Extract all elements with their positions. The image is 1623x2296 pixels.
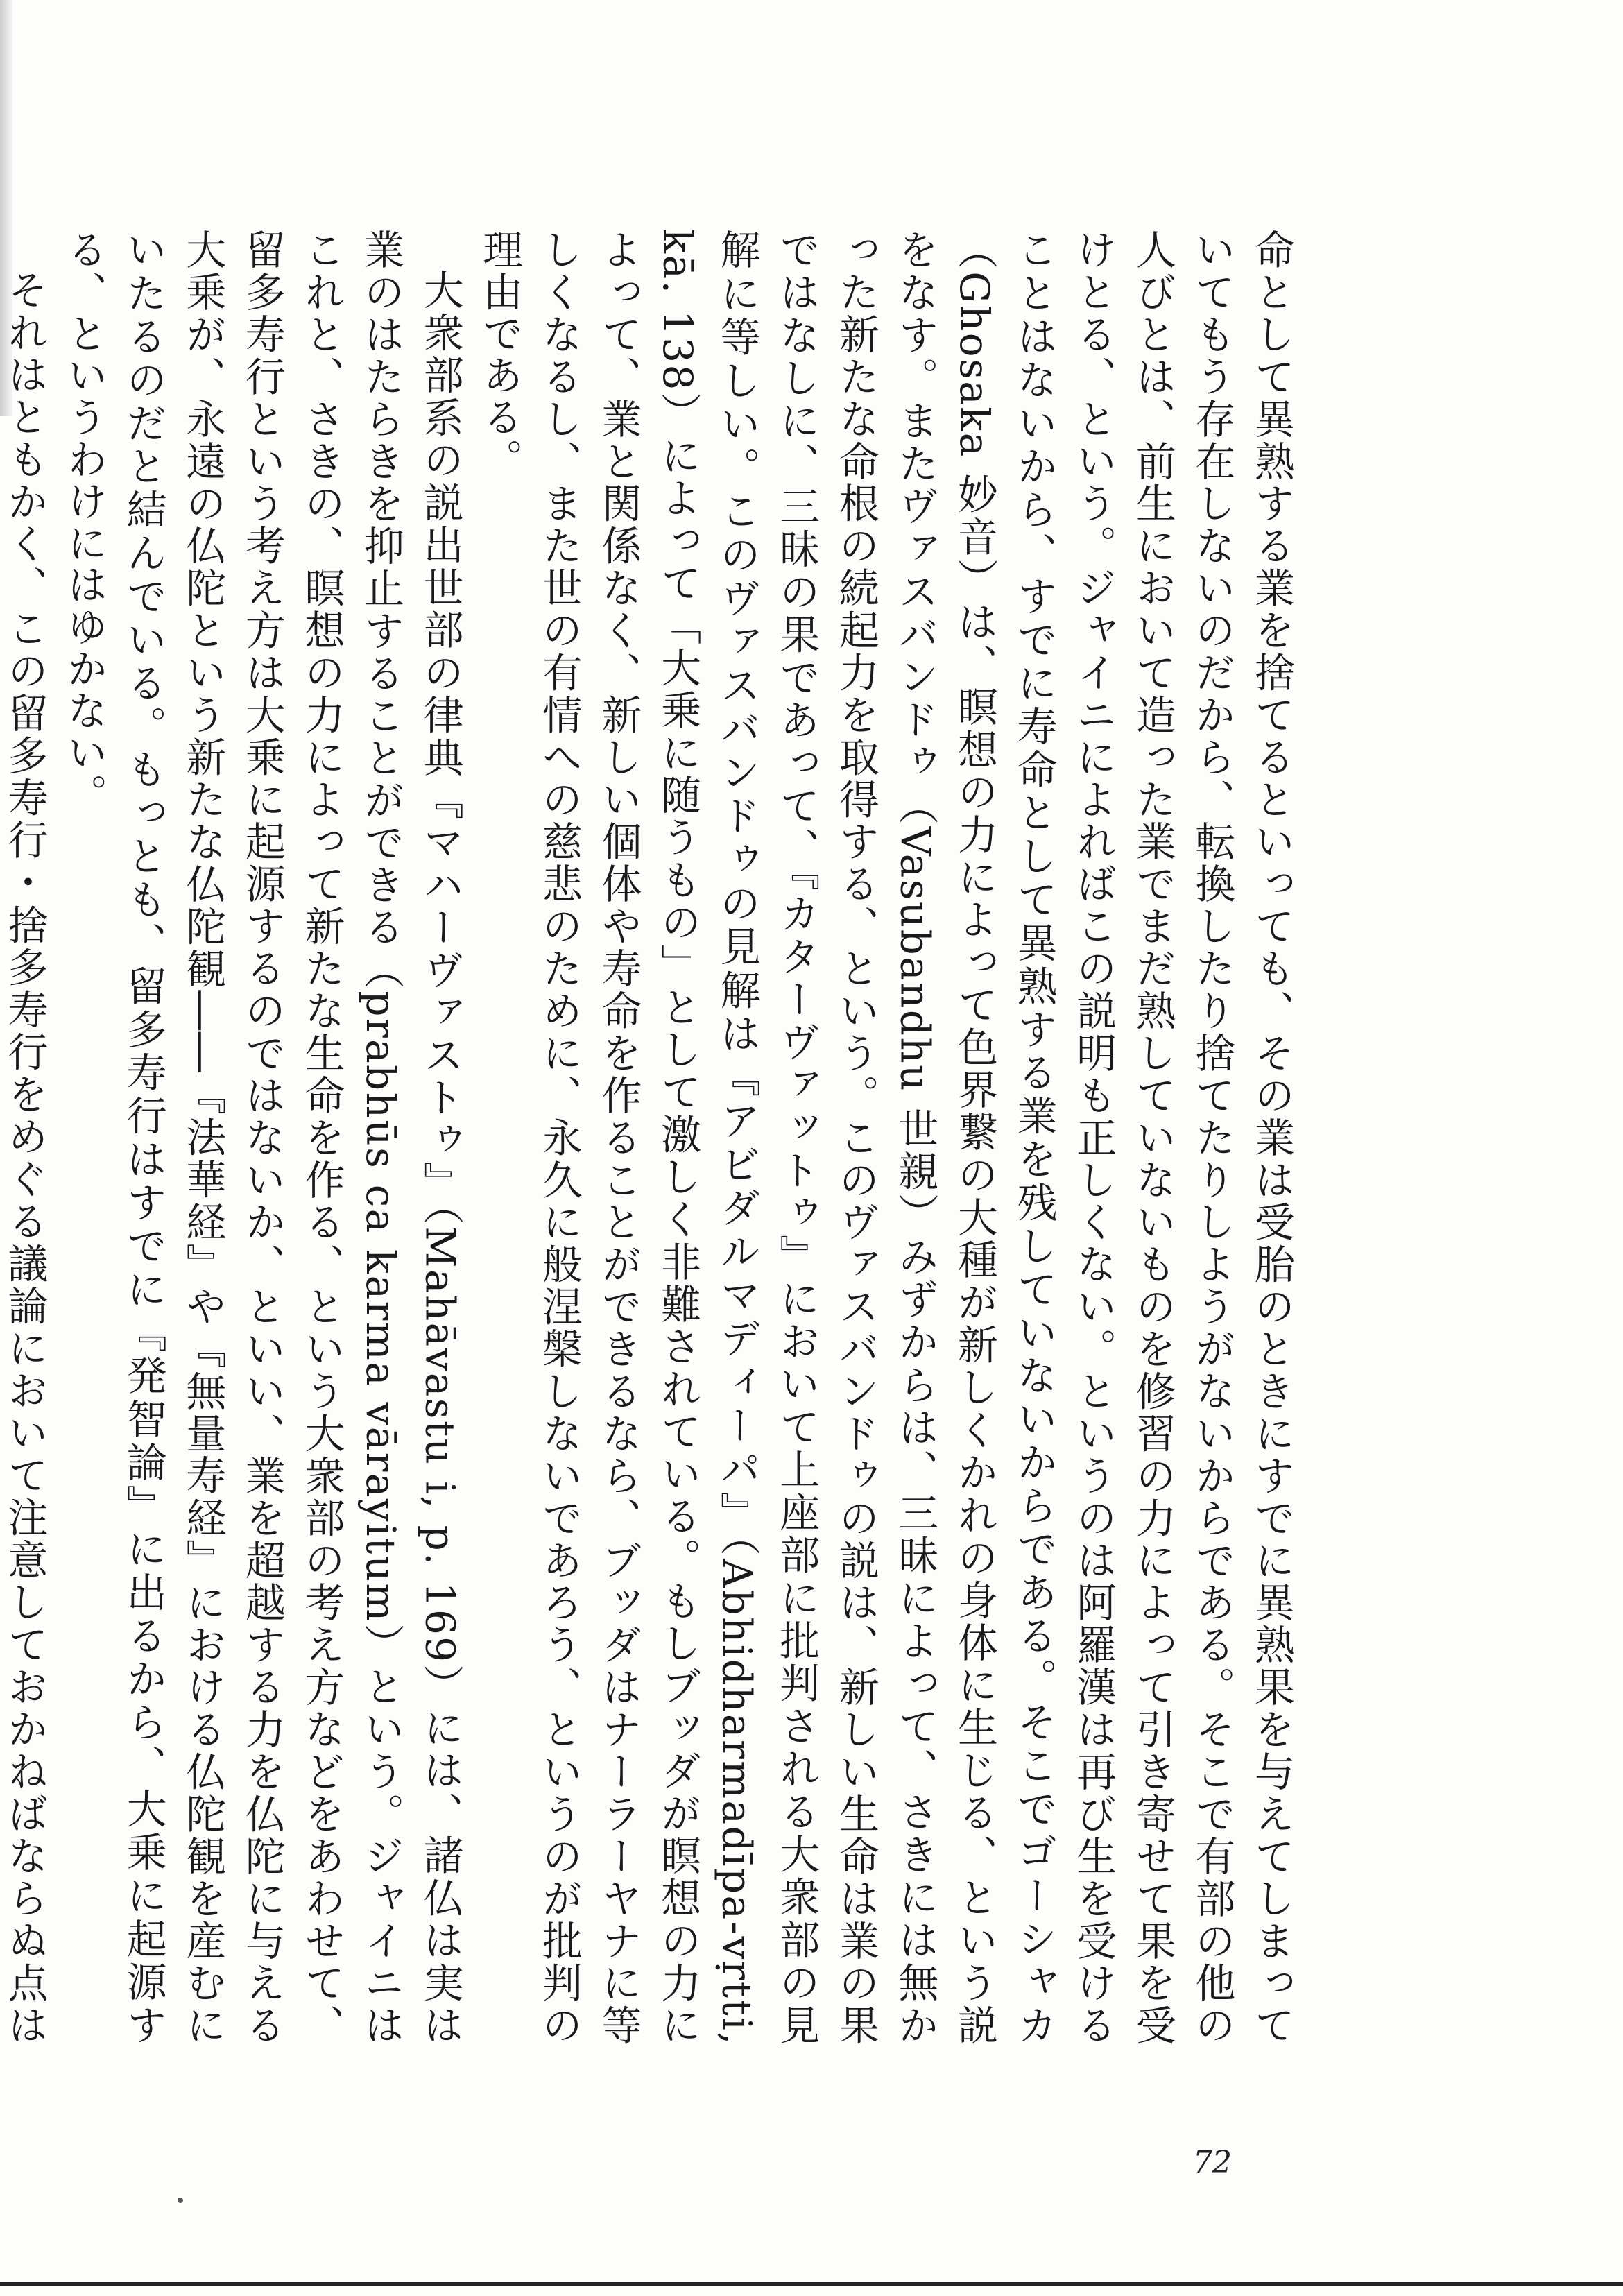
page-number: 72 (1193, 2145, 1232, 2180)
paragraph-3: それはともかく、この留多寿行・捨多寿行をめぐる議論において注意しておかねばならぬ点は (1, 269, 49, 2046)
scan-speck (178, 2198, 183, 2203)
paragraph-2: 大衆部系の説出世部の律典『マハーヴァストゥ』（Mahāvastu i, p. 169）には、諸仏は実は業のはたらきを抑止することができる（prabhūs ca karma vārayitum）という。ジャイニはこれと、さきの、瞑想の力によって新たな生命を作る、という大衆部の考え方などをあわせて、留多寿行という考え方は大乗に起源するのではないか、といい、業を超越する力を仏陀に与える大乗が、永遠の仏陀という新たな仏陀観――『法華経』や『無量寿経』における仏陀観を産むにいたるのだと結んでいる。もっとも、留多寿行はすでに『発智論』に出るから、大乗に起源する、というわけにはゆかない。 (60, 229, 464, 2046)
body-text-vertical (1, 229, 1300, 2046)
bottom-scan-border (0, 2282, 1623, 2286)
paragraph-1: 命として異熟する業を捨てるといっても、その業は受胎のときにすでに異熟果を与えてしまっていてもう存在しないのだから、転換したり捨てたりしようがないからである。そこで有部の他の人びとは、前生において造った業でまだ熟していないものを修習の力によって引き寄せて果を受けとる、という。ジャイニによればこの説明も正しくない。というのは阿羅漢は再び生を受けることはないから、すでに寿命として異熟する業を残していないからである。そこでゴーシャカ（Ghosaka 妙音）は、瞑想の力によって色界繋の大種が新しくかれの身体に生じる、という説をなす。またヴァスバンドゥ（Vasubandhu 世親）みずからは、三昧によって、さきには無かった新たな命根の続起力を取得する、という。このヴァスバンドゥの説は、新しい生命は業の果ではなしに、三昧の果であって、『カターヴァットゥ』において上座部に批判される大衆部の見解に等しい。このヴァスバンドゥの見解は『アビダルマディーパ』（Abhidharmadīpa-vṛtti, kā. 138）によって「大乗に随うもの」として激しく非難されている。もしブッダが瞑想の力によって、業と関係なく、新しい個体や寿命を作ることができるなら、ブッダはナーラーヤナに等しくなるし、また世の有情への慈悲のために、永久に般涅槃しないであろう、というのが批判の理由である。 (476, 229, 1295, 2046)
